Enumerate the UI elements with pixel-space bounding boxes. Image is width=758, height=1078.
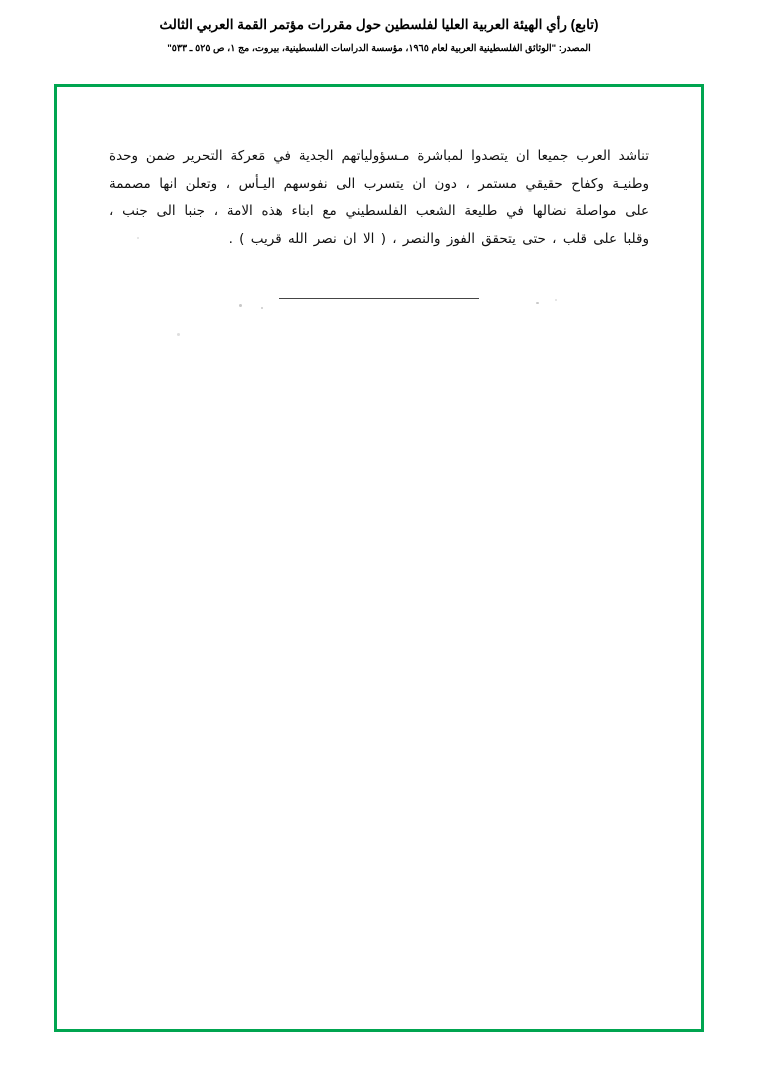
paragraph-line: تناشد العرب جميعا ان يتصدوا لمباشرة مـسؤولياتهم الجدية في مَعركة التحرير ضمن وحدة: [109, 148, 649, 164]
section-separator: [109, 298, 649, 312]
scan-speck: [536, 302, 539, 304]
scanned-page-frame: [54, 84, 704, 1032]
source-citation: المصدر: "الوثائق الفلسطينية العربية لعام ١٩٦٥، مؤسسة الدراسات الفلسطينية، بيروت، مج ١، ص ٥٢٥ ـ ٥٣٣": [167, 42, 591, 54]
paragraph-line: وطنيـة وكفاح حقيقي مستمر ، دون ان يتسرب الى نفوسهم اليـأس ، وتعلن انها مصممة: [109, 175, 649, 192]
document-header: [0, 0, 758, 55]
body-paragraph: [109, 143, 649, 254]
scan-speck: [137, 237, 139, 239]
scan-speck: [177, 333, 180, 336]
scanned-page-content: [57, 143, 701, 312]
scan-speck: [555, 299, 557, 301]
paragraph-line: وقلبا على قلب ، حتى يتحقق الفوز والنصر ، ( الا ان نصر الله قريب ) .: [228, 231, 649, 248]
paragraph-line: على مواصلة نضالها في طليعة الشعب الفلسطيني مع ابناء هذه الامة ، جنبا الى جنب ،: [109, 203, 649, 220]
page-title: (تابع) رأي الهيئة العربية العليا لفلسطين حول مقررات مؤتمر القمة العربي الثالث: [159, 17, 599, 32]
scan-speck: [239, 304, 242, 307]
scan-speck: [261, 307, 263, 309]
separator-rule: [279, 298, 479, 299]
